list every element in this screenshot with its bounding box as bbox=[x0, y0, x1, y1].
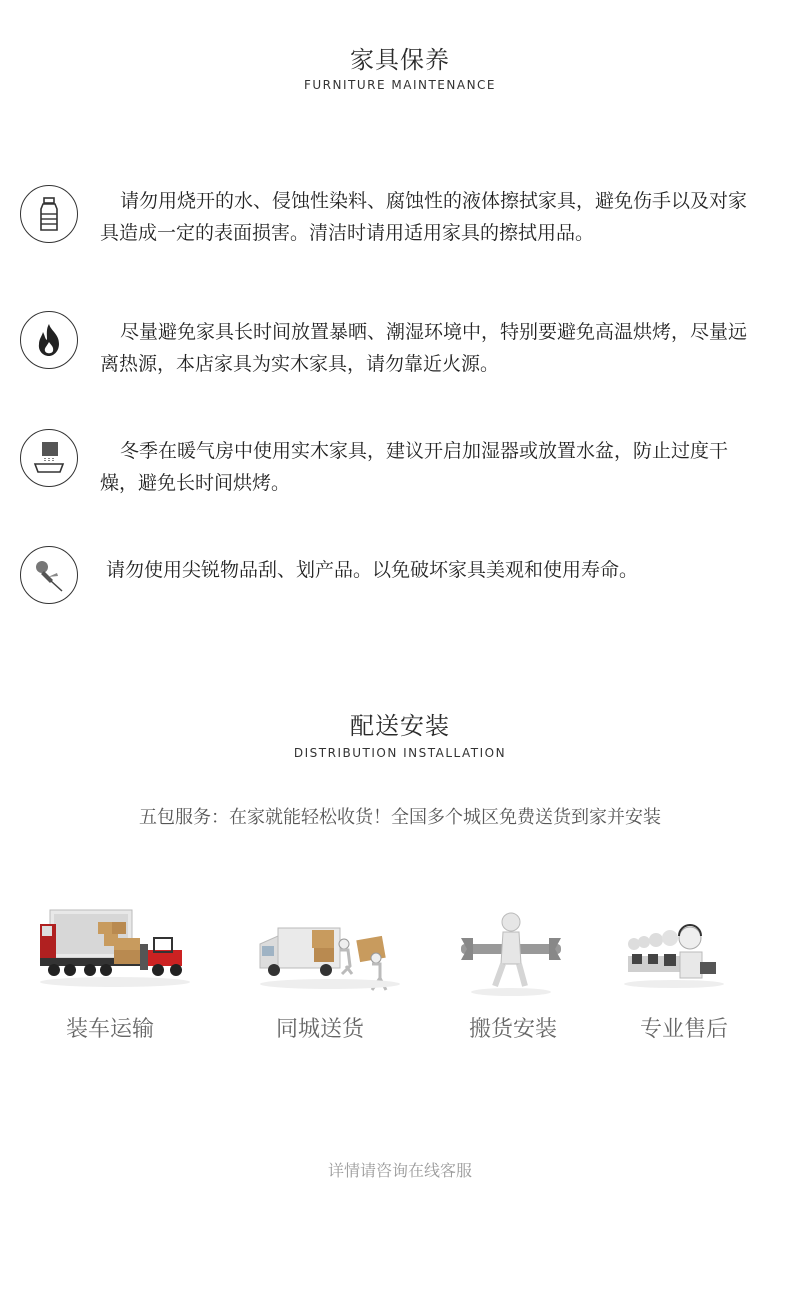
humidifier-icon bbox=[20, 429, 78, 487]
maintenance-item-text: 冬季在暖气房中使用实木家具，建议开启加湿器或放置水盆，防止过度干燥，避免长时间烘烤。 bbox=[100, 440, 729, 494]
service-item-install bbox=[423, 900, 603, 1060]
maintenance-item-text: 尽量避免家具长时间放置暴晒、潮湿环境中，特别要避免高温烘烤，尽量远离热源，本店家具为实木家具，请勿靠近火源。 bbox=[100, 321, 748, 375]
wrench-person-icon bbox=[423, 900, 603, 1000]
bottle-icon bbox=[20, 185, 78, 243]
maintenance-item-text: 请勿用烧开的水、侵蚀性染料、腐蚀性的液体擦拭家具，避免伤手以及对家具造成一定的表面损害。清洁时请用适用家具的擦拭用品。 bbox=[100, 190, 748, 244]
footer-contact-text: 详情请咨询在线客服 bbox=[327, 1161, 472, 1180]
delivery-title: 配送安装 bbox=[350, 712, 450, 740]
service-item-shipping bbox=[20, 900, 200, 1060]
delivery-subtitle: DISTRIBUTION INSTALLATION bbox=[293, 746, 507, 760]
pushpin-icon bbox=[20, 546, 78, 604]
fire-icon bbox=[20, 311, 78, 369]
service-label: 装车运输 bbox=[65, 1017, 154, 1042]
delivery-intro: 五包服务：在家就能轻松收货！全国多个城区免费送货到家并安装 bbox=[139, 807, 661, 828]
maintenance-item-text: 请勿使用尖锐物品刮、划产品。以免破坏家具美观和使用寿命。 bbox=[106, 559, 639, 581]
maintenance-subtitle: FURNITURE MAINTENANCE bbox=[304, 78, 496, 92]
service-label: 专业售后 bbox=[639, 1017, 728, 1042]
customer-service-icon bbox=[594, 900, 774, 1000]
service-label: 搬货安装 bbox=[468, 1017, 557, 1042]
truck-forklift-icon bbox=[20, 900, 200, 1000]
maintenance-title: 家具保养 bbox=[350, 46, 450, 74]
service-item-aftersales bbox=[594, 900, 774, 1060]
service-item-delivery bbox=[230, 900, 410, 1060]
service-label: 同城送货 bbox=[275, 1017, 364, 1042]
delivery-van-icon bbox=[230, 900, 410, 1000]
